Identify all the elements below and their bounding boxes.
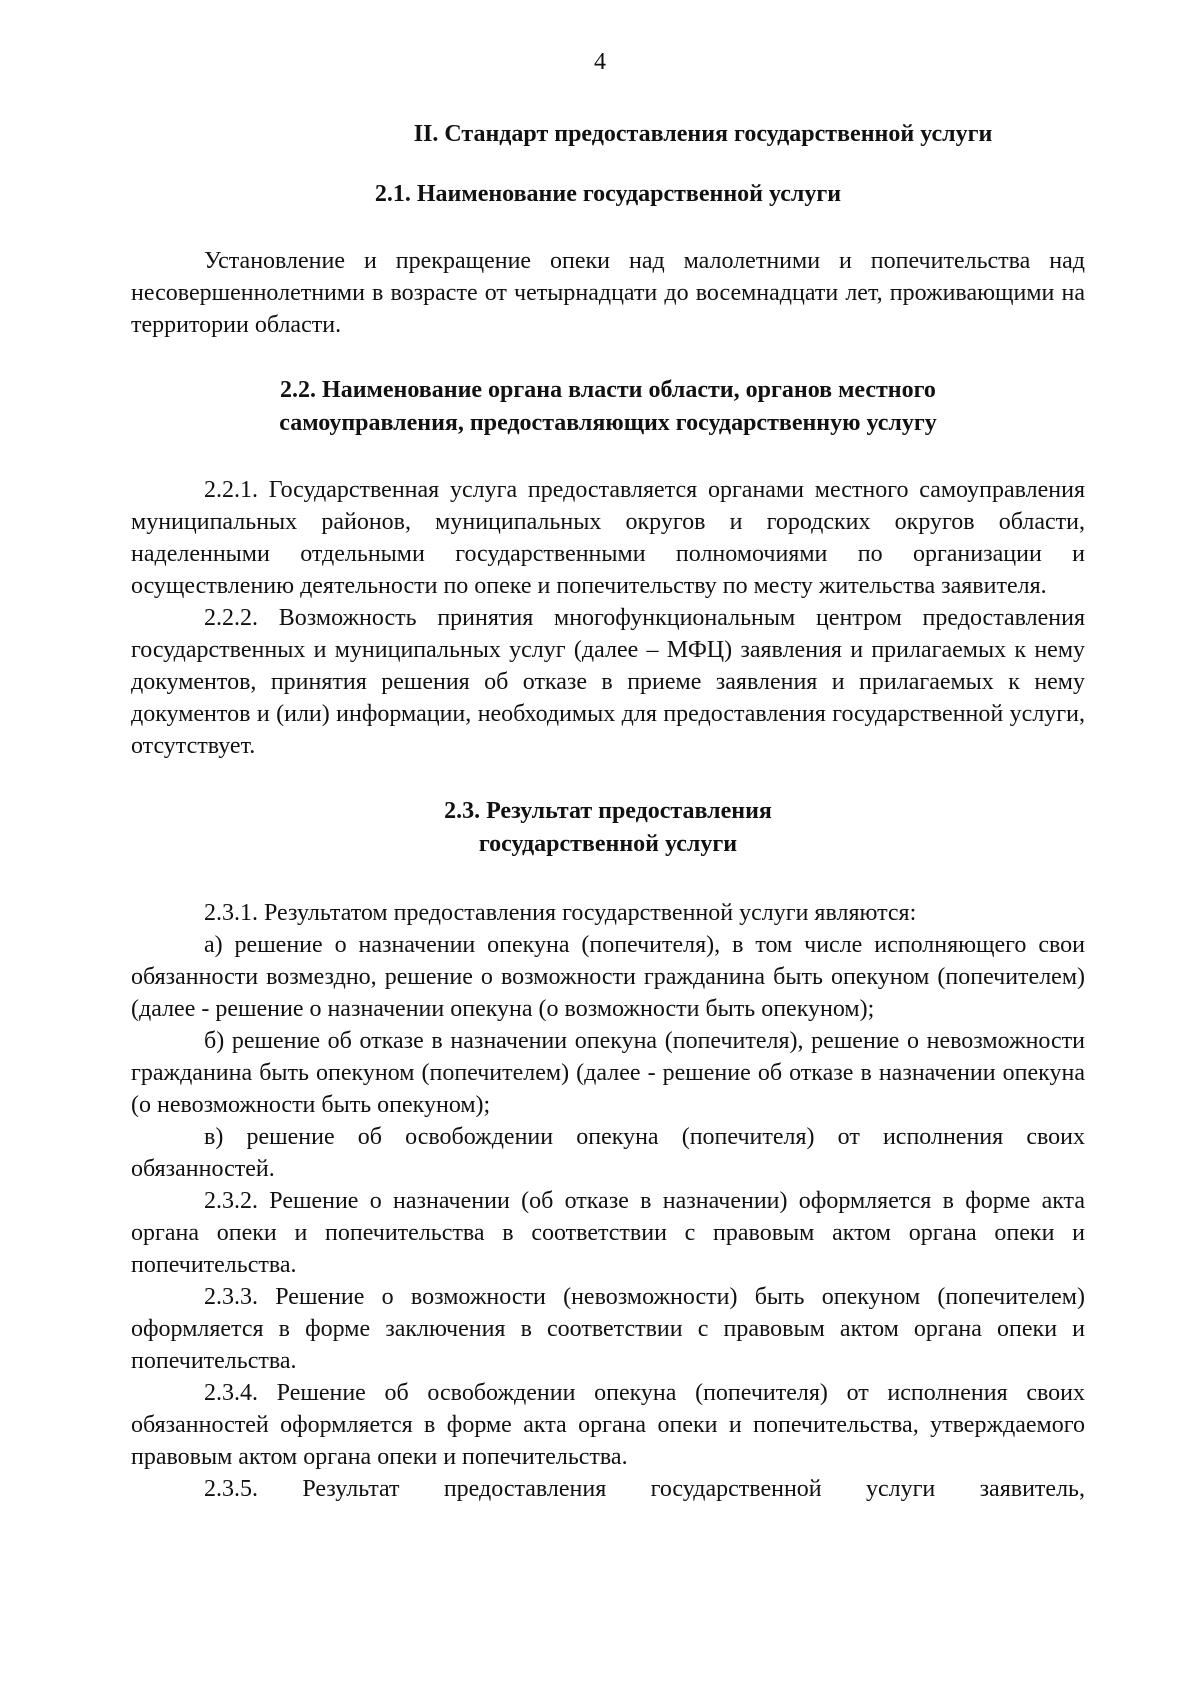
paragraph-2-3-1: 2.3.1. Результатом предоставления государственной услуги являются: <box>204 900 917 926</box>
paragraph-2-3-5: 2.3.5. Результат предоставления государственной услуги заявитель, <box>204 1476 1085 1502</box>
heading-2-1: 2.1. Наименование государственной услуги <box>374 181 842 207</box>
paragraph-2-1: Установление и прекращение опеки над малолетними и попечительства над несовершеннолетними в возрасте от четырнадцати до восемнадцати лет, проживающими на территории области. <box>131 248 1085 338</box>
paragraph-2-3-1-b: б) решение об отказе в назначении опекуна (попечителя), решение о невозможности гражданина быть опекуном (попечителем) (далее - решение об отказе в назначении опекуна (о невозможности быть опекуном); <box>131 1028 1085 1118</box>
heading-2-3-line2: государственной услуги <box>478 831 738 857</box>
section-title: II. Стандарт предоставления государственной услуги <box>413 121 993 147</box>
heading-2-2-line2: самоуправления, предоставляющих государственную услугу <box>279 410 937 436</box>
paragraph-2-2-2: 2.2.2. Возможность принятия многофункциональным центром предоставления государственных и муниципальных услуг (далее – МФЦ) заявления и прилагаемых к нему документов, принятия решения об отказе в приеме заявления и прилагаемых к нему документов и (или) информации, необходимых для предоставления государственной услуги, отсутствует. <box>131 605 1085 759</box>
paragraph-2-3-4: 2.3.4. Решение об освобождении опекуна (попечителя) от исполнения своих обязанностей оформляется в форме акта органа опеки и попечительства, утверждаемого правовым актом органа опеки и попечительства. <box>131 1380 1085 1470</box>
page-number: 4 <box>594 49 606 75</box>
heading-2-2-line1: 2.2. Наименование органа власти области, органов местного <box>280 377 936 403</box>
paragraph-2-3-1-v: в) решение об освобождении опекуна (попечителя) от исполнения своих обязанностей. <box>131 1124 1085 1182</box>
paragraph-2-3-2: 2.3.2. Решение о назначении (об отказе в назначении) оформляется в форме акта органа опеки и попечительства в соответствии с правовым актом органа опеки и попечительства. <box>131 1188 1085 1278</box>
document-body <box>131 118 1085 1505</box>
paragraph-2-3-3: 2.3.3. Решение о возможности (невозможности) быть опекуном (попечителем) оформляется в форме заключения в соответствии с правовым актом органа опеки и попечительства. <box>131 1284 1085 1374</box>
paragraph-2-3-1-a: а) решение о назначении опекуна (попечителя), в том числе исполняющего свои обязанности возмездно, решение о возможности гражданина быть опекуном (попечителем) (далее - решение о назначении опекуна (о возможности быть опекуном); <box>131 932 1085 1022</box>
heading-2-3-line1: 2.3. Результат предоставления <box>444 798 772 824</box>
paragraph-2-2-1: 2.2.1. Государственная услуга предоставляется органами местного самоуправления муниципальных районов, муниципальных округов и городских округов области, наделенными отдельными государственными полномочиями по организации и осуществлению деятельности по опеке и попечительству по месту жительства заявителя. <box>131 477 1085 599</box>
